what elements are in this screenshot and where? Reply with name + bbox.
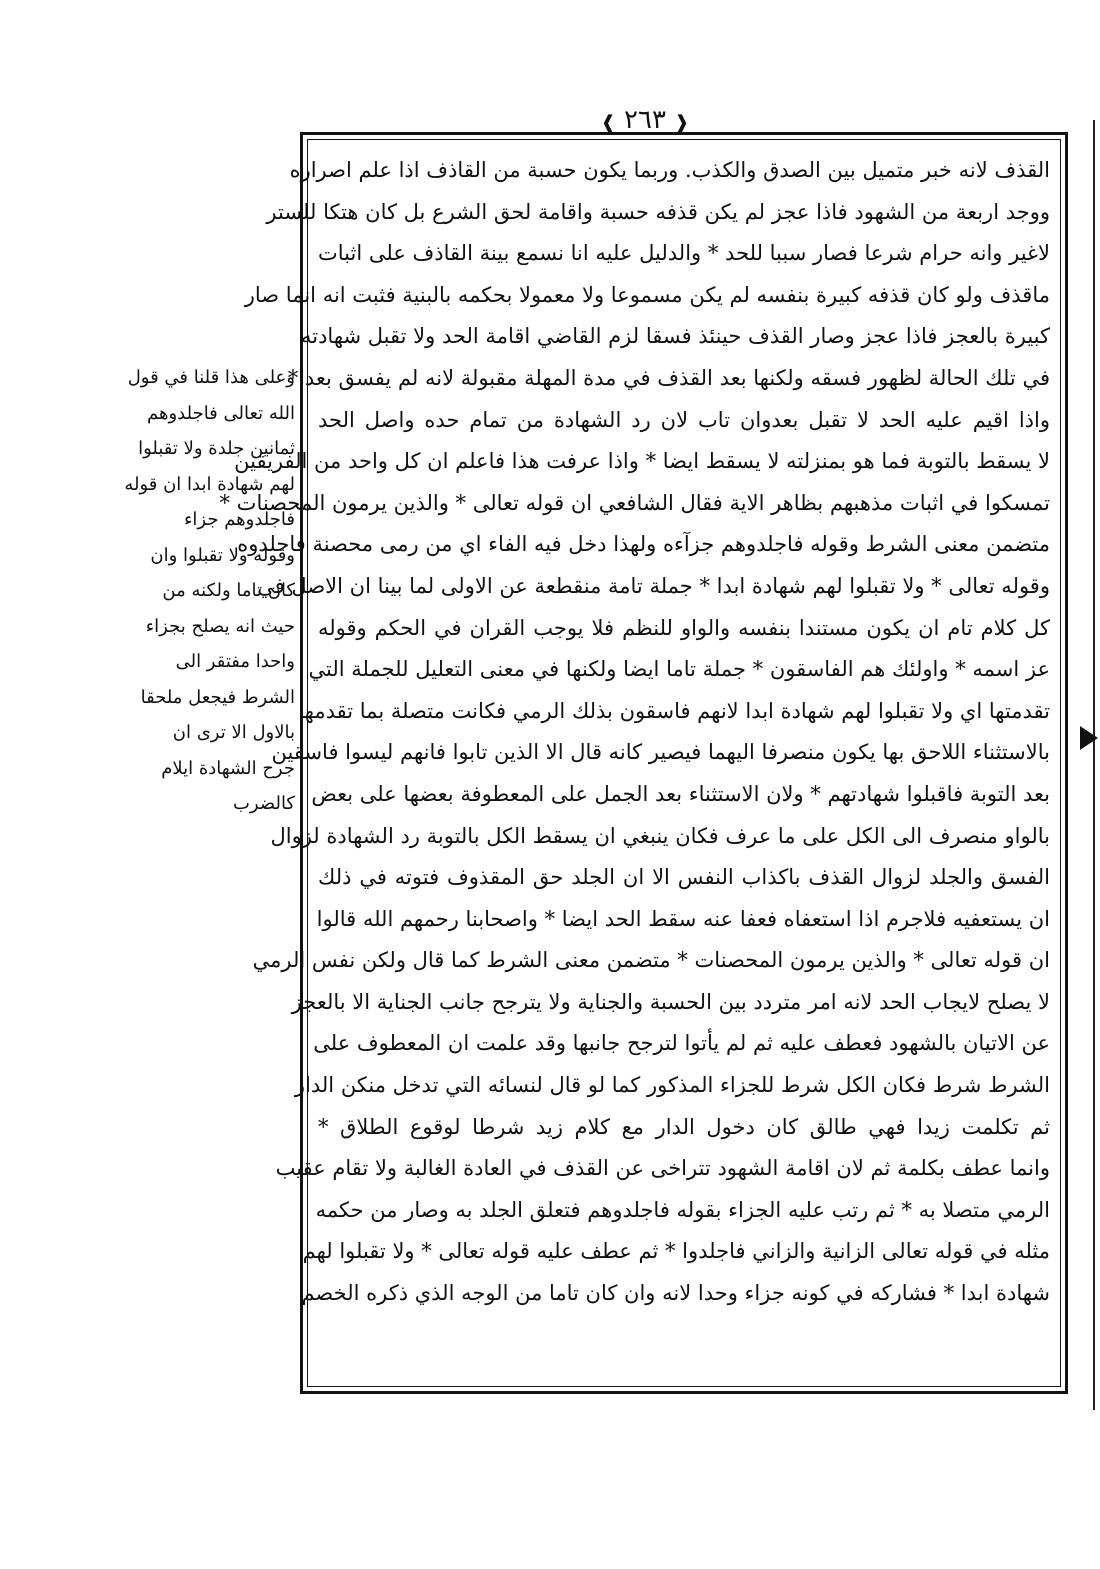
marginal-note-line: الله تعالى فاجلدوهم	[147, 402, 295, 424]
page-number-ornament-right: ❱	[600, 112, 616, 133]
main-text-line: لاغير وانه حرام شرعا فصار سببا للحد * والدليل عليه انا نسمع بينة القاذف على اثبات	[318, 241, 1050, 266]
page-number-ornament-left: ❰	[674, 112, 690, 133]
page-edge-rule	[1093, 120, 1095, 1410]
main-text-line: لا يصلح لايجاب الحد لانه امر متردد بين الحسبة والجناية ولا يترجح جانب الجناية الا بالعجز	[291, 989, 1050, 1014]
marginal-note-line: بالاول الا ترى ان	[172, 722, 295, 743]
main-text-line: عز اسمه * واولئك هم الفاسقون * جملة تاما ايضا ولكنها في معنى التعليل للجملة التي	[308, 657, 1050, 682]
main-text-line: ووجد اربعة من الشهود فاذا عجز لم يكن قذفه حسبة واقامة لحق الشرع بل كان هتكا للستر	[266, 199, 1050, 224]
marginal-note-line: حيث انه يصلح بجزاء	[145, 615, 295, 637]
main-text-line: في تلك الحالة لظهور فسقه ولكنها بعد القذف في مدة المهلة مقبولة لانه لم يفسق بعد *	[287, 365, 1050, 390]
main-text-line: ان يستعفيه فلاجرم اذا استعفاه فعفا عنه سقط الحد ايضا * واصحابنا رحمهم الله قالوا	[316, 906, 1050, 931]
main-text-line: الفسق والجلد لزوال القذف باكذاب النفس الا ان الجلد حق المقذوف فتوته في ذلك	[318, 865, 1050, 890]
marginal-note-line: ثمانين جلدة ولا تقبلوا	[138, 438, 295, 459]
marginal-note-line: وقوله ولا تقبلوا وان	[150, 544, 295, 566]
marginal-note-line: وعلى هذا قلنا في قول	[127, 367, 295, 388]
main-text-line: ماقذف ولو كان قذفه كبيرة بنفسه لم يكن مسموعا ولا معمولا بحكمه بالبنية فثبت انه انما صار	[244, 282, 1050, 307]
main-text-line: ان قوله تعالى * والذين يرمون المحصنات * متضمن معنى الشرط كما قال ولكن نفس الرمي	[252, 948, 1050, 973]
main-text-line: كل كلام تام ان يكون مستندا بنفسه والواو للنظم فلا يوجب القران في الحكم وقوله	[318, 615, 1050, 640]
marginal-note-line: جرح الشهادة ايلام	[161, 757, 295, 779]
main-text-line: متضمن معنى الشرط وقوله فاجلدوهم جزآءه ولهذا دخل فيه الفاء اي من رمى محصنة فاجلدوه	[237, 532, 1050, 557]
main-text-line: بالاستثناء اللاحق بها يكون منصرفا اليهما فيصير كانه قال الا الذين تابوا فانهم ليسوا فاسقين	[271, 740, 1050, 765]
marginal-note-line: فاجلدوهم جزاء	[183, 509, 295, 530]
main-text-line: وانما عطف بكلمة ثم لان اقامة الشهود تتراخى عن القذف في العادة الغالبة ولا تقام عقيب	[275, 1156, 1050, 1181]
page-number-value: ٢٦٣	[624, 105, 666, 135]
main-text-line: تمسكوا في اثبات مذهبهم بظاهر الاية فقال الشافعي ان قوله تعالى * والذين يرمون المحصنات *	[219, 490, 1050, 515]
main-text-line: عن الاتيان بالشهود فعطف عليه ثم لم يأتوا لترجح جانبها وقد علمت ان المعطوف على	[313, 1031, 1050, 1056]
main-text-line: القذف لانه خبر متميل بين الصدق والكذب. وربما يكون حسبة من القاذف اذا علم اصراره	[289, 158, 1050, 182]
main-text-line: كبيرة بالعجز فاذا عجز وصار القذف حينئذ فسقا لزم القاضي اقامة الحد ولا تقبل شهادته	[300, 324, 1050, 349]
marginal-note-line: لهم شهادة ابدا ان قوله	[124, 473, 295, 495]
main-text-line: الرمي متصلا به * ثم رتب عليه الجزاء بقوله فاجلدوهم فتعلق الجلد به وصار من حكمه	[315, 1197, 1050, 1222]
marginal-note-line: الشرط فيجعل ملحقا	[140, 686, 295, 708]
main-text-line: لا يسقط بالتوبة فما هو بمنزلته لا يسقط ايضا * واذا عرفت هذا فاعلم ان كل واحد من الفريقين	[234, 449, 1050, 474]
marginal-note-line: كان تاما ولكنه من	[162, 580, 295, 601]
marginal-note-line: واحدا مفتقر الى	[175, 651, 295, 672]
main-text-line: شهادة ابدا * فشاركه في كونه جزاء وحدا لانه وان كان تاما من الوجه الذي ذكره الخصم	[301, 1281, 1050, 1306]
main-text-line: واذا اقيم عليه الحد لا تقبل بعدوان تاب لان رد الشهادة من تمام حده واصل الحد	[318, 407, 1050, 432]
marginal-note-line: كالضرب	[232, 793, 295, 814]
page-tab-marker	[1080, 726, 1098, 750]
main-text-line: تقدمتها اي ولا تقبلوا لهم شهادة ابدا لانهم فاسقون بذلك الرمي فكانت متصلة بما تقدمها	[298, 698, 1050, 723]
main-text-line: ثم تكلمت زيدا فهي طالق كان دخول الدار مع كلام زيد شرطا لوقوع الطلاق *	[318, 1114, 1050, 1139]
main-text-line: مثله في قوله تعالى الزانية والزاني فاجلدوا * ثم عطف عليه قوله تعالى * ولا تقبلوا لهم	[302, 1239, 1050, 1264]
marginal-note	[124, 360, 295, 822]
main-text-line: وقوله تعالى * ولا تقبلوا لهم شهادة ابدا * جملة تامة منقطعة عن الاولى لما بينا ان الاصل في	[257, 573, 1050, 598]
main-text-line: الشرط شرط فكان الكل شرط للجزاء المذكور كما لو قال لنسائه التي تدخل منكن الدار	[294, 1073, 1050, 1098]
main-text-line: بعد التوبة فاقبلوا شهادتهم * ولان الاستثناء بعد الجمل على المعطوفة بعضها على بعض	[311, 781, 1050, 806]
main-text-line: بالواو منصرف الى الكل على ما عرف فكان ينبغي ان يسقط الكل بالتوبة رد الشهادة لزوال	[270, 823, 1050, 848]
